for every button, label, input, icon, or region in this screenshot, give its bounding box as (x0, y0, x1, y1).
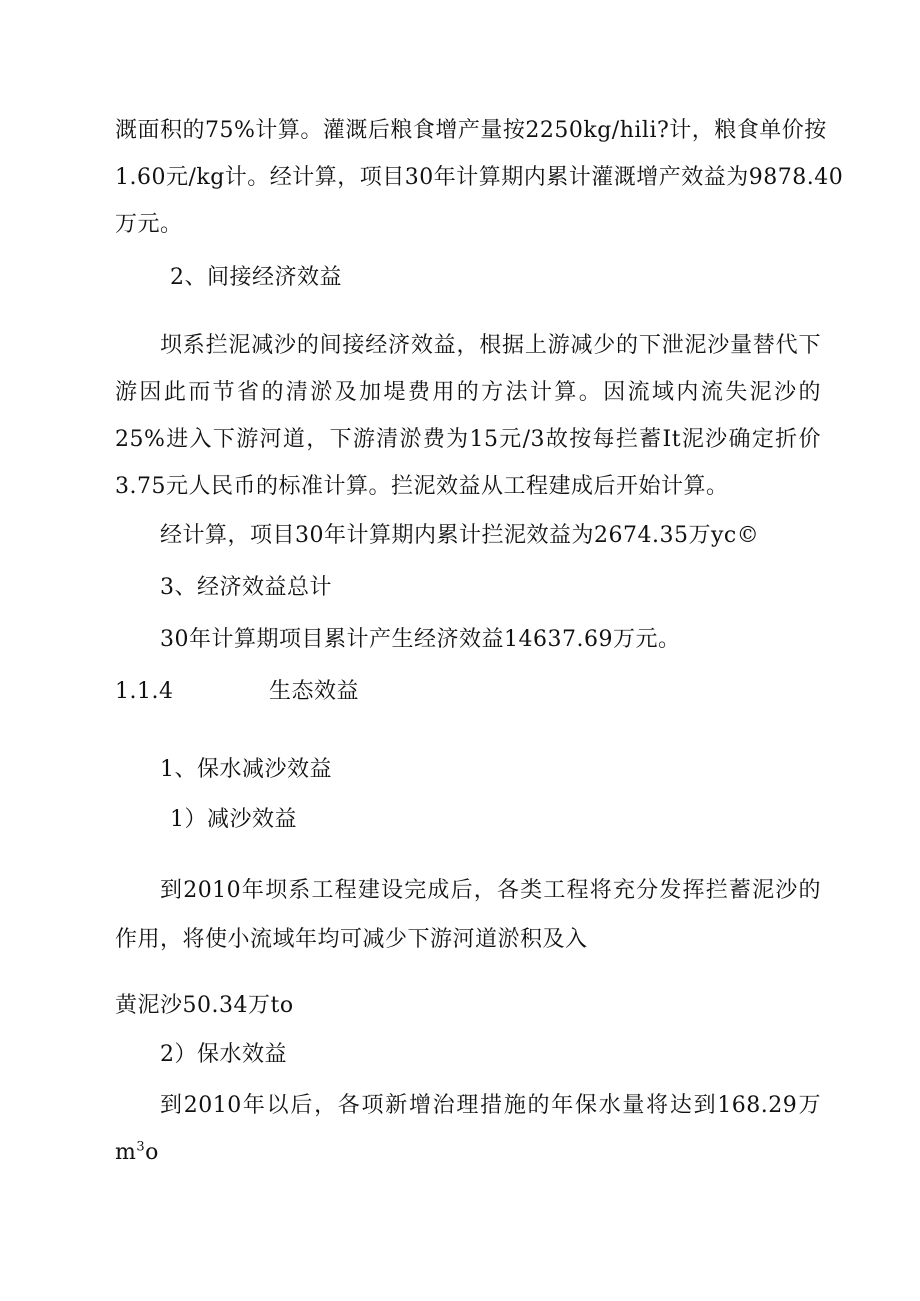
para2-line2: 游因此而节省的清淤及加堤费用的方法计算。因流域内流失泥沙的 (115, 380, 821, 405)
section-heading (115, 677, 359, 707)
heading-sediment-reduction: 1）减沙效益 (170, 807, 297, 832)
para2-line1: 坝系拦泥减沙的间接经济效益，根据上游减少的下泄泥沙量替代下 (160, 333, 821, 358)
para5-line3: 黄泥沙50.34万to (115, 993, 294, 1018)
heading-indirect-benefit: 2、间接经济效益 (170, 265, 342, 290)
para4-total: 30年计算期项目累计产生经济效益14637.69万元。 (160, 627, 681, 652)
para1-line1: 溉面积的75%计算。灌溉后粮食增产量按2250kg/hili?计，粮食单价按 (115, 118, 827, 143)
para5-line1: 到2010年坝系工程建设完成后，各类工程将充分发挥拦蓄泥沙的 (160, 878, 821, 903)
heading-total-benefit: 3、经济效益总计 (160, 575, 332, 600)
para5-line2: 作用，将使小流域年均可减少下游河道淤积及入 (115, 927, 588, 952)
para3-sediment-benefit: 经计算，项目30年计算期内累计拦泥效益为2674.35万yc© (160, 523, 760, 548)
para1-line2: 1.60元/kg计。经计算，项目30年计算期内累计灌溉增产效益为9878.40 (115, 165, 844, 190)
para2-line4: 3.75元人民币的标准计算。拦泥效益从工程建成后开始计算。 (115, 474, 729, 499)
para6-line1: 到2010年以后，各项新增治理措施的年保水量将达到168.29万 (160, 1093, 821, 1118)
heading-water-retention: 2）保水效益 (160, 1042, 287, 1067)
volume-unit-superscript: 3 (136, 1139, 146, 1155)
para1-line3: 万元。 (115, 212, 183, 237)
volume-unit: m (115, 1140, 137, 1165)
para6-line2-tail: o (145, 1140, 159, 1165)
heading-soil-water: 1、保水减沙效益 (160, 757, 332, 782)
para6-line2 (115, 1138, 159, 1168)
para2-line3: 25%进入下游河道，下游清淤费为15元/3故按每拦蓄It泥沙确定折价 (115, 427, 821, 452)
section-title: 生态效益 (268, 679, 359, 704)
section-number: 1.1.4 (115, 679, 174, 704)
